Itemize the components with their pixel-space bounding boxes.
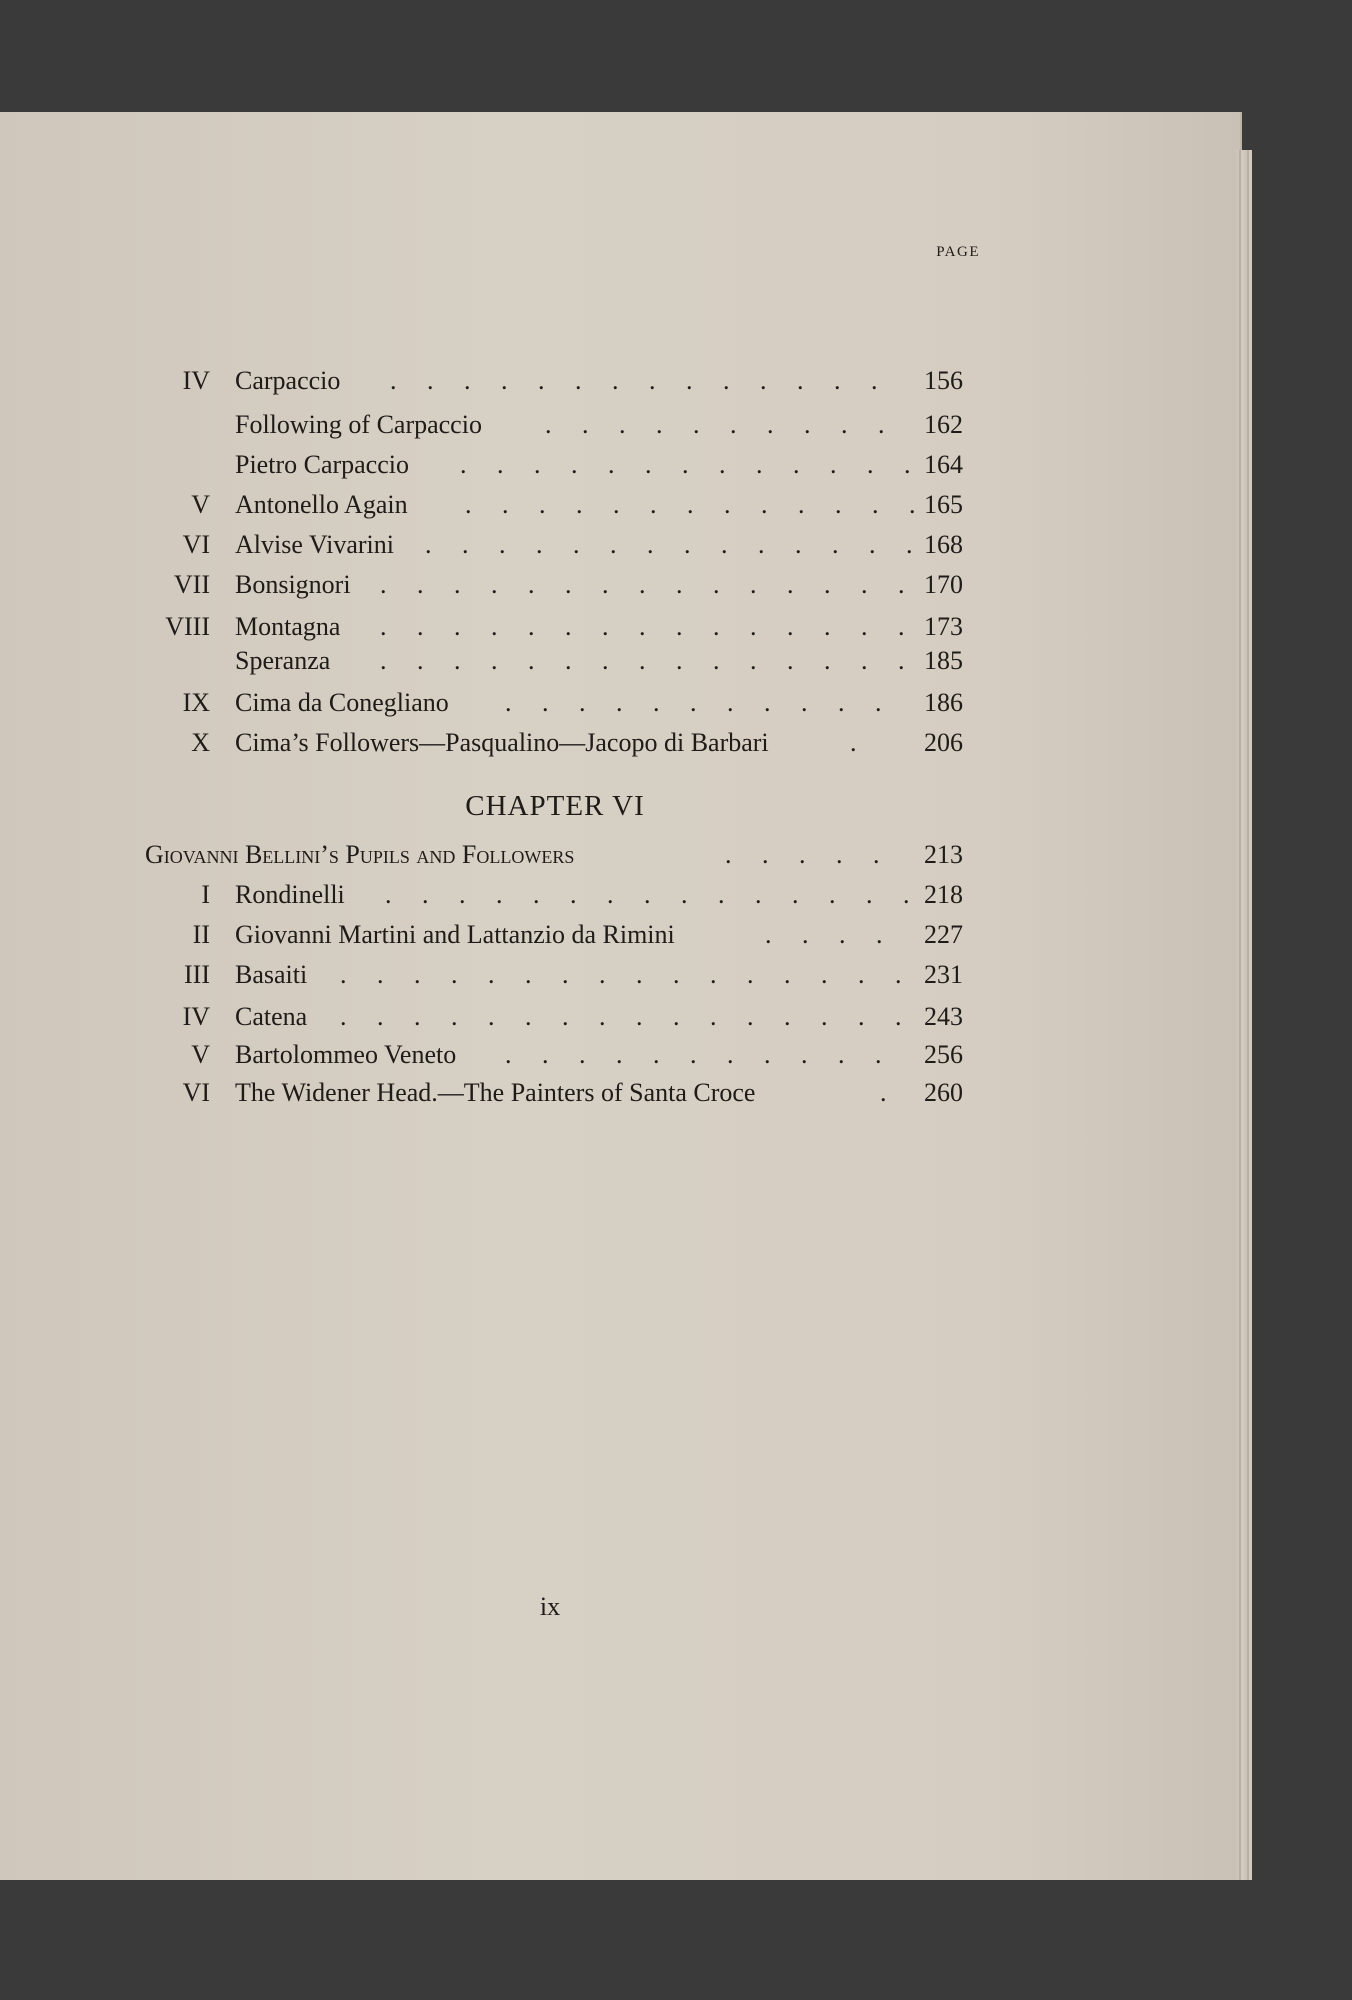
entry-title: Cima da Conegliano <box>235 688 449 717</box>
entry-title: Bonsignori <box>235 570 351 599</box>
entry-title: Basaiti <box>235 960 308 989</box>
chapter-heading: CHAPTER VI <box>465 790 645 822</box>
dot-leader: . <box>850 728 869 757</box>
dot-leader: . . . . . . . . . . . . . . <box>425 530 925 559</box>
dot-leader: . <box>880 1078 899 1107</box>
entry-numeral: III <box>184 960 210 989</box>
entry-title: Bartolommeo Veneto <box>235 1040 457 1069</box>
entry-page: 165 <box>924 490 963 519</box>
entry-title: The Widener Head.—The Painters of Santa Croce <box>235 1078 756 1107</box>
entry-numeral: IV <box>182 366 210 395</box>
entry-title: Catena <box>235 1002 308 1031</box>
entry-page: 206 <box>924 728 963 757</box>
entry-title: Carpaccio <box>235 366 341 395</box>
entry-title: Following of Carpaccio <box>235 410 482 439</box>
entry-title: Pietro Carpaccio <box>235 450 409 479</box>
dot-leader: . . . . . . . . . . . . . <box>465 490 928 519</box>
entry-numeral: V <box>191 490 210 519</box>
dot-leader: . . . . . . . . . . . <box>505 688 894 717</box>
entry-title: Speranza <box>235 646 331 675</box>
dot-leader: . . . . . <box>725 840 892 869</box>
dot-leader: . . . . . . . . . . . . . . . <box>380 570 917 599</box>
entry-page: 213 <box>924 840 963 869</box>
dot-leader: . . . . . . . . . . . . . . . <box>380 612 917 641</box>
page-folio: ix <box>539 1592 561 1621</box>
dot-leader: . . . . . . . . . . . . . <box>460 450 923 479</box>
entry-title: Cima’s Followers—Pasqualino—Jacopo di Barbari <box>235 728 769 757</box>
entry-numeral: I <box>201 880 210 909</box>
entry-page: 256 <box>924 1040 963 1069</box>
entry-numeral: VIII <box>165 612 210 641</box>
entry-page: 173 <box>924 612 963 641</box>
entry-page: 243 <box>924 1002 963 1031</box>
entry-numeral: VI <box>182 1078 210 1107</box>
dot-leader: . . . . . . . . . . . <box>505 1040 894 1069</box>
entry-title: Alvise Vivarini <box>235 530 394 559</box>
entry-title: Rondinelli <box>235 880 345 909</box>
entry-page: 218 <box>924 880 963 909</box>
dot-leader: . . . . . . . . . . . . . . . . <box>340 1002 914 1031</box>
entry-title: Antonello Again <box>235 490 408 519</box>
entry-numeral: X <box>191 728 210 757</box>
entry-page: 170 <box>924 570 963 599</box>
page-column-header: PAGE <box>936 244 980 260</box>
entry-numeral: V <box>191 1040 210 1069</box>
entry-numeral: IX <box>182 688 210 717</box>
entry-page: 231 <box>924 960 963 989</box>
entry-title: Giovanni Martini and Lattanzio da Rimini <box>235 920 675 949</box>
entry-page: 156 <box>924 366 963 395</box>
entry-page: 162 <box>924 410 963 439</box>
entry-page: 168 <box>924 530 963 559</box>
entry-numeral: II <box>192 920 210 949</box>
entry-numeral: VI <box>182 530 210 559</box>
entry-numeral: VII <box>173 570 210 599</box>
entry-page: 227 <box>924 920 963 949</box>
entry-page: 260 <box>924 1078 963 1107</box>
dot-leader: . . . . . . . . . . . . . . . <box>380 646 917 675</box>
entry-page: 185 <box>924 646 963 675</box>
chapter-title: Giovanni Bellini’s Pupils and Followers <box>145 840 575 869</box>
entry-page: 164 <box>924 450 963 479</box>
entry-page: 186 <box>924 688 963 717</box>
dot-leader: . . . . . . . . . . . . . . <box>390 366 890 395</box>
dot-leader: . . . . . . . . . . . . . . . . <box>340 960 914 989</box>
entry-numeral: IV <box>182 1002 210 1031</box>
entry-title: Montagna <box>235 612 341 641</box>
dot-leader: . . . . . . . . . . . . . . . <box>385 880 922 909</box>
page-edges <box>1236 150 1252 1880</box>
dot-leader: . . . . <box>765 920 895 949</box>
dot-leader: . . . . . . . . . . <box>545 410 897 439</box>
